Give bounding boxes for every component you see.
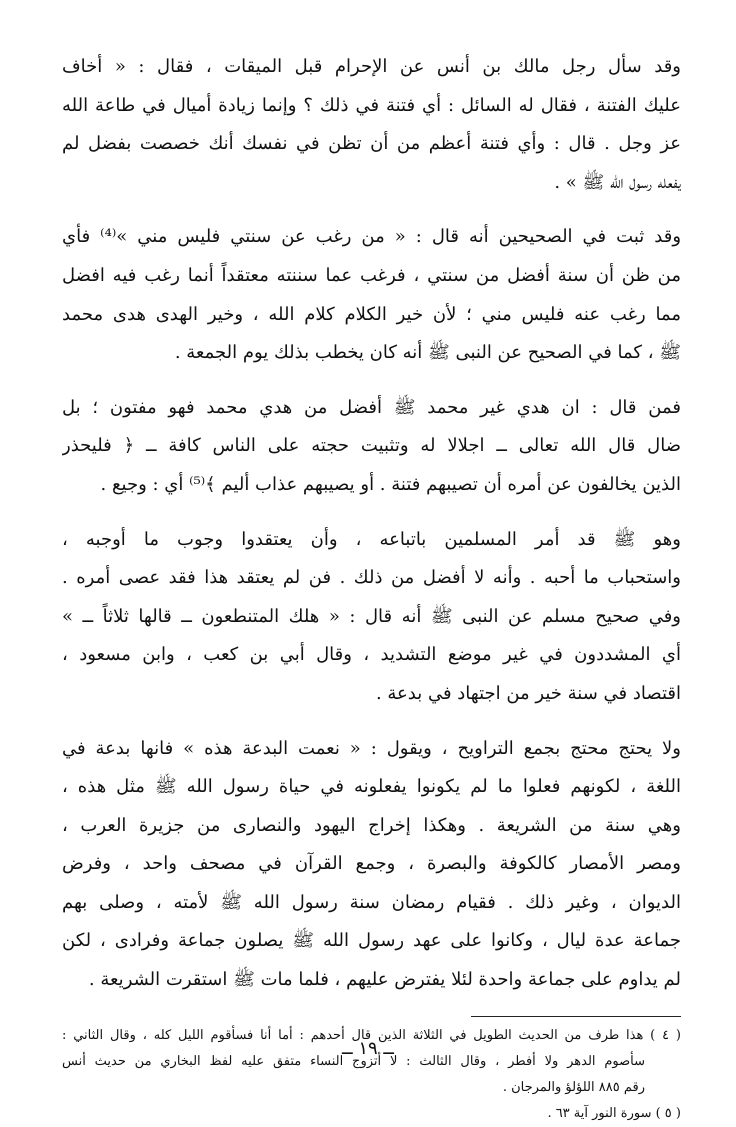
- paragraph: [62, 521, 681, 714]
- footnote-line: ( ٤ ) هذا طرف من الحديث الطويل في الثلاثة الذين قال أحدهم : أما أنا فسأقوم الليل كله ، وقال الثاني :: [62, 1027, 681, 1043]
- text-line: اللغة ، لكونهم فعلوا ما لم يكونوا يفعلونه في حياة رسول الله ﷺ مثل هذه ،: [62, 776, 681, 798]
- body-text: [62, 48, 681, 1000]
- text-line: من ظن أن سنة أفضل من سنتي ، فرغب عما سننته معتقداً أنما رغب فيه افضل: [62, 264, 681, 286]
- paragraph: [62, 48, 681, 202]
- text-line: عز وجل . قال : وأي فتنة أعظم من أن تظن في نفسك أنك خصصت بفضل لم: [62, 133, 681, 155]
- text-line: جماعة عدة ليال ، وكانوا على عهد رسول الله ﷺ يصلون جماعة وفرادى ، لكن: [62, 930, 681, 952]
- text-line: ومصر الأمصار كالكوفة والبصرة ، وجمع القرآن في مصحف واحد ، وفرض: [62, 853, 681, 875]
- text-line: فمن قال : ان هدي غير محمد ﷺ أفضل من هدي محمد فهو مفتون ؛ بل: [62, 396, 681, 418]
- text-line: الذين يخالفون عن أمره أن تصيبهم فتنة . أو يصيبهم عذاب أليم ﴾⁽⁵⁾ أي : وجيع .: [100, 473, 681, 495]
- text-line: واستحباب ما أحبه . وأنه لا أفضل من ذلك . فن لم يعتقد هذا فقد عصى أمره .: [62, 567, 681, 589]
- text-line: لم يداوم على جماعة واحدة لئلا يفترض عليهم ، فلما مات ﷺ استقرت الشريعة .: [88, 969, 681, 991]
- text-line: أي المشددون في غير موضع التشديد ، وقال أبي بن كعب ، وابن مسعود ،: [62, 644, 681, 666]
- paragraph: [62, 218, 681, 372]
- footnote: [62, 1101, 681, 1127]
- text-line: وقد سأل رجل مالك بن أنس عن الإحرام قبل الميقات ، فقال : « أخاف: [62, 56, 681, 77]
- text-line: وقد ثبت في الصحيحين أنه قال : « من رغب عن سنتي فليس مني »⁽⁴⁾ فأي: [62, 226, 681, 248]
- page-number: ــ ١٩ ــ: [342, 1038, 394, 1059]
- paragraph: [62, 730, 681, 1000]
- text-line: اقتصاد في سنة خير من اجتهاد في بدعة .: [375, 682, 681, 704]
- text-line: وفي صحيح مسلم عن النبى ﷺ أنه قال : « هلك المتنطعون ــ قالها ثلاثاً ــ »: [62, 605, 681, 627]
- text-line: مما رغب عنه فليس مني ؛ لأن خير الكلام كلام الله ، وخير الهدى هدى محمد: [62, 303, 681, 325]
- text-line: ضال قال الله تعالى ــ اجلالا له وتثبيت حجته على الناس كافة ــ ﴿ فليحذر: [62, 435, 681, 457]
- text-line: ﷺ ، كما في الصحيح عن النبى ﷺ أنه كان يخطب بذلك يوم الجمعة .: [174, 342, 681, 364]
- text-line: الديوان ، وغير ذلك . فقيام رمضان سنة رسول الله ﷺ لأمته ، وصلى بهم: [62, 891, 681, 913]
- footnote-line: سأصوم الدهر ولا أفطر ، وقال الثالث : لا أتزوج النساء متفق عليه لفظ البخاري من حديث أنس: [62, 1053, 645, 1069]
- text-line: عليك الفتنة ، فقال له السائل : أي فتنة في ذلك ؟ وإنما زيادة أميال في طاعة الله: [62, 94, 681, 116]
- text-line: ولا يحتج محتج بجمع التراويح ، ويقول : « نعمت البدعة هذه » فانها بدعة في: [62, 737, 681, 759]
- text-line: وهي سنة من الشريعة . وهكذا إخراج اليهود والنصارى من جزيرة العرب ،: [62, 814, 681, 836]
- footnote-line: رقم ٨٨٥ اللؤلؤ والمرجان .: [502, 1079, 645, 1095]
- footnote-line: ( ٥ ) سورة النور آية ٦٣ .: [547, 1105, 681, 1121]
- text-line: وهو ﷺ قد أمر المسلمين باتباعه ، وأن يعتقدوا وجوب ما أوجبه ،: [62, 528, 681, 550]
- text-line: يفعله رسول الله ﷺ » .: [554, 171, 681, 193]
- paragraph: [62, 389, 681, 505]
- footnote: [62, 1023, 681, 1101]
- footnote-divider: [471, 1016, 681, 1017]
